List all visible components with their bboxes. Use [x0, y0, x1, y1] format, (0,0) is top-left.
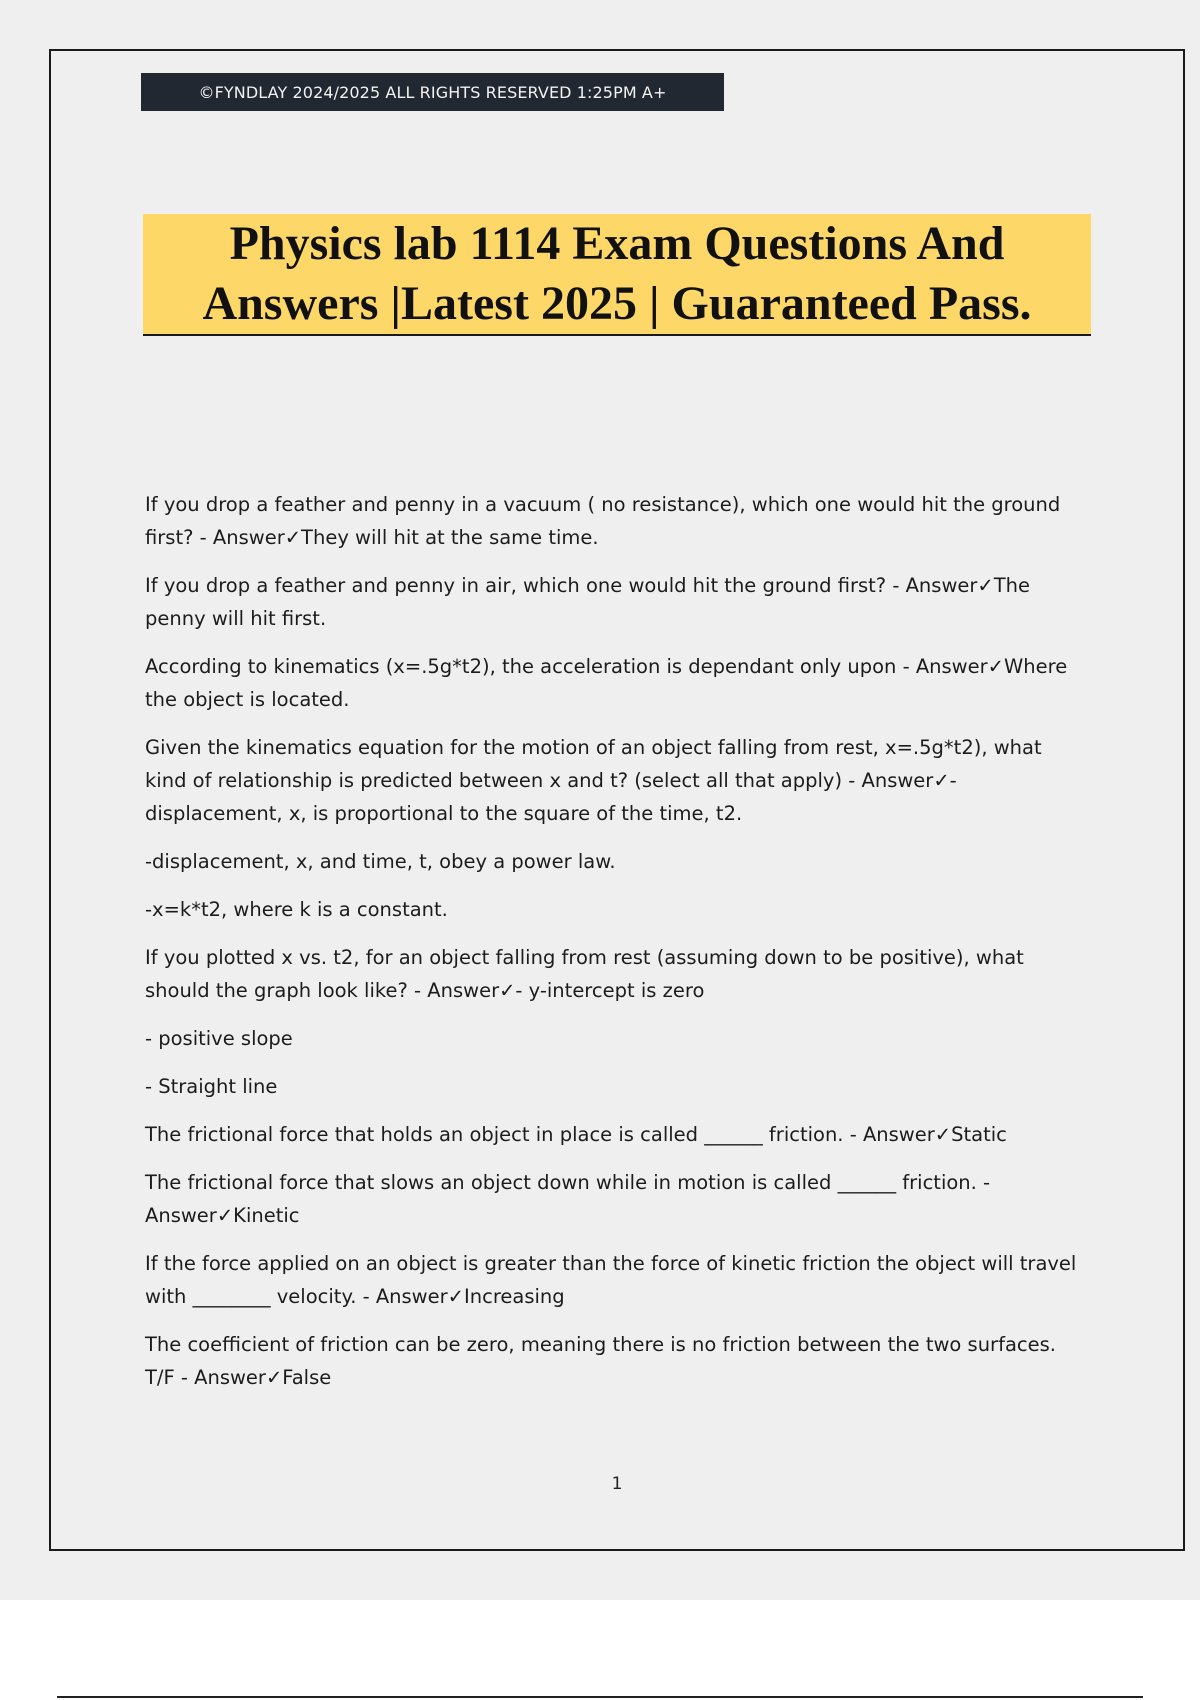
qa-paragraph: The coefficient of friction can be zero, meaning there is no friction between the two surfaces. T/F - Answer✓False	[145, 1333, 1056, 1389]
qa-paragraph: - Straight line	[145, 1075, 278, 1098]
qa-paragraph: If you plotted x vs. t2, for an object falling from rest (assuming down to be positive), what should the graph look like? - Answer✓- y-intercept is zero	[145, 946, 1024, 1002]
qa-paragraph: If the force applied on an object is greater than the force of kinetic friction the object will travel with ________ velocity. - Answer✓Increasing	[145, 1252, 1077, 1308]
page-number: 1	[611, 1474, 623, 1494]
title-line-2: Answers |Latest 2025 | Guaranteed Pass.	[202, 277, 1032, 330]
qa-paragraph: If you drop a feather and penny in air, which one would hit the ground first? - Answer✓The penny will hit first.	[145, 574, 1031, 630]
qa-paragraph: If you drop a feather and penny in a vacuum ( no resistance), which one would hit the ground first? - Answer✓They will hit at the same time.	[145, 493, 1061, 549]
qa-list	[145, 488, 1085, 1409]
qa-paragraph: -x=k*t2, where k is a constant.	[145, 898, 448, 921]
next-page-divider	[57, 1696, 1143, 1698]
qa-paragraph: - positive slope	[145, 1027, 293, 1050]
qa-paragraph: -displacement, x, and time, t, obey a power law.	[145, 850, 616, 873]
qa-paragraph: The frictional force that holds an object in place is called ______ friction. - Answer✓Static	[145, 1123, 1007, 1146]
copyright-banner: ©FYNDLAY 2024/2025 ALL RIGHTS RESERVED 1:25PM A+	[141, 73, 724, 111]
qa-paragraph: Given the kinematics equation for the motion of an object falling from rest, x=.5g*t2), what kind of relationship is predicted between x and t? (select all that apply) - Answer✓-displacement, x, is proportional to the square of the time, t2.	[145, 736, 1042, 825]
qa-paragraph: The frictional force that slows an object down while in motion is called ______ friction. - Answer✓Kinetic	[145, 1171, 991, 1227]
title-line-1: Physics lab 1114 Exam Questions And	[229, 217, 1005, 270]
document-title	[143, 214, 1091, 336]
qa-paragraph: According to kinematics (x=.5g*t2), the acceleration is dependant only upon - Answer✓Where the object is located.	[145, 655, 1068, 711]
